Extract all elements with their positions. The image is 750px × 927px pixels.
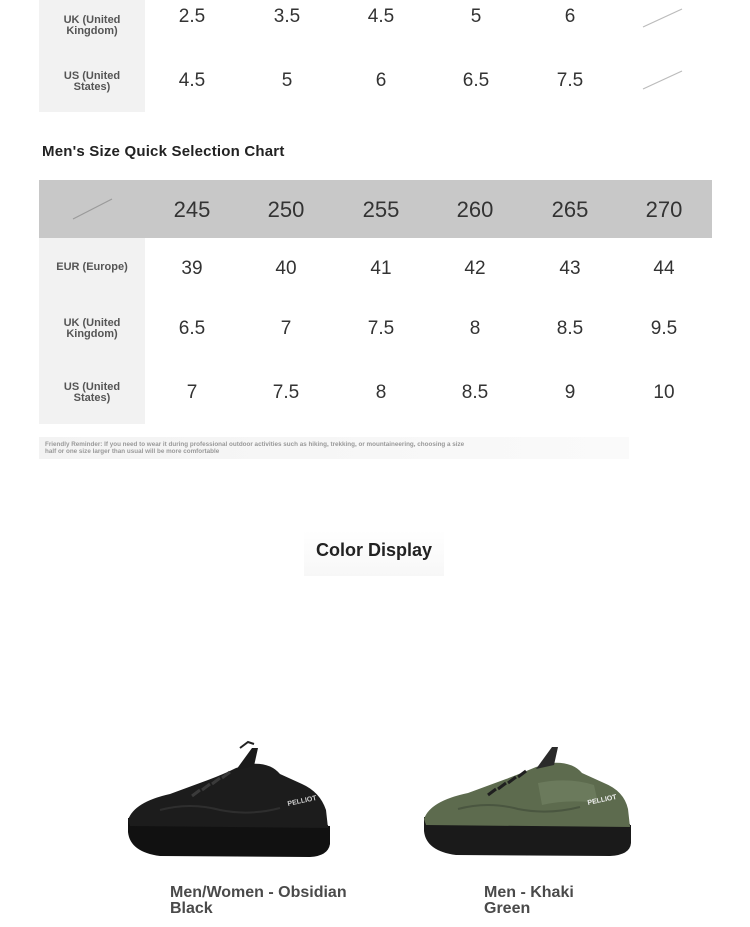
cell: 9.5 — [650, 318, 678, 339]
row-label-uk-prev: UK (United Kingdom) — [39, 0, 145, 52]
color-display-title: Color Display — [304, 530, 444, 576]
slash-icon — [640, 6, 686, 30]
cell: 8 — [375, 382, 387, 403]
header-cell: 270 — [645, 197, 683, 222]
cell: 2.5 — [178, 6, 206, 27]
cell: 8 — [469, 318, 481, 339]
shoe-green-icon — [418, 743, 636, 861]
svg-text:PELLIOT: PELLIOT — [586, 793, 618, 807]
header-cell: 245 — [173, 197, 211, 222]
cell: 8.5 — [556, 318, 584, 339]
cell: 43 — [559, 258, 581, 279]
slash-icon — [640, 68, 686, 92]
cell: 6 — [375, 70, 387, 91]
slash-icon — [70, 196, 116, 222]
svg-text:PELLIOT: PELLIOT — [286, 794, 318, 808]
cell: 7.5 — [367, 318, 395, 339]
row-label-eur: EUR (Europe) — [39, 238, 145, 296]
cell: 6 — [564, 6, 576, 27]
cell: 6.5 — [178, 318, 206, 339]
row-label-us-prev: US (United States) — [39, 52, 145, 112]
cell: 7.5 — [556, 70, 584, 91]
header-cell: 265 — [551, 197, 589, 222]
header-cell: 255 — [362, 197, 400, 222]
cell: 10 — [653, 382, 675, 403]
cell: 5 — [281, 70, 293, 91]
row-label-us: US (United States) — [39, 362, 145, 424]
cell: 7 — [186, 382, 198, 403]
color-caption-green: Men - Khaki Green — [484, 884, 574, 917]
cell: 7 — [280, 318, 292, 339]
cell: 41 — [370, 258, 392, 279]
cell: 9 — [564, 382, 576, 403]
cell: 5 — [470, 6, 482, 27]
cell: 6.5 — [462, 70, 490, 91]
mens-chart-title: Men's Size Quick Selection Chart — [42, 143, 285, 160]
friendly-reminder: Friendly Reminder: If you need to wear it during professional outdoor activities such as hiking, trekking, or mountaineering, choosing a size half or one size larger than usual will be more comfortable — [39, 437, 629, 459]
shoe-black-icon — [120, 740, 335, 862]
cell: 42 — [464, 258, 486, 279]
header-cell: 250 — [267, 197, 305, 222]
cell: 4.5 — [178, 70, 206, 91]
row-label-uk: UK (United Kingdom) — [39, 296, 145, 362]
header-cell: 260 — [456, 197, 494, 222]
cell: 39 — [181, 258, 203, 279]
cell: 3.5 — [273, 6, 301, 27]
cell: 7.5 — [272, 382, 300, 403]
cell: 44 — [653, 258, 675, 279]
cell: 40 — [275, 258, 297, 279]
color-caption-black: Men/Women - Obsidian Black — [170, 884, 347, 917]
cell: 4.5 — [367, 6, 395, 27]
cell: 8.5 — [461, 382, 489, 403]
